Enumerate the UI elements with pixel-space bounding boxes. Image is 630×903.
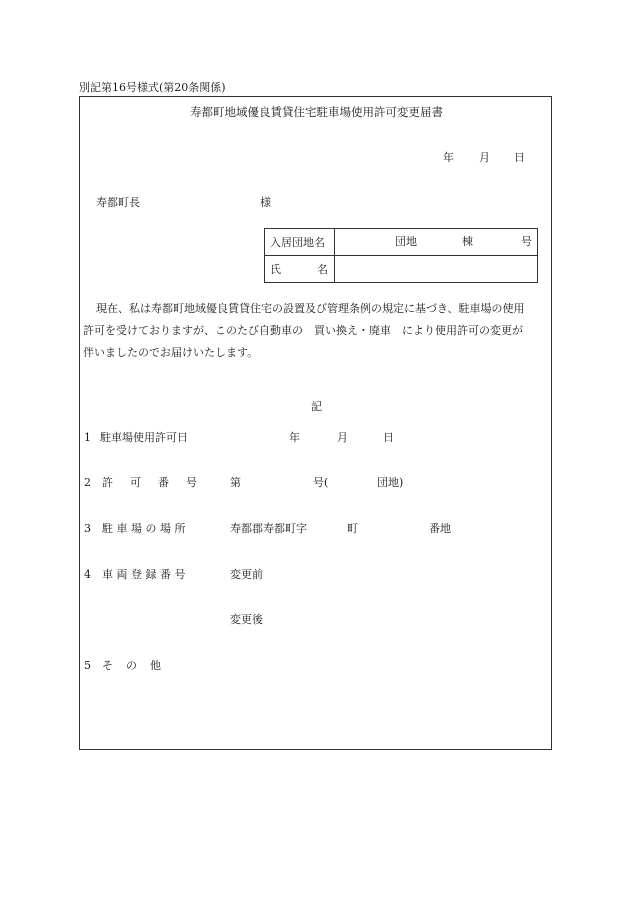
item-2-label-char-2: 可 [130, 476, 141, 489]
item-4-after: 変更後 [230, 613, 263, 626]
item-2-go: 号( [313, 476, 329, 489]
complex-value-cell[interactable] [335, 229, 538, 256]
body-line-3: 伴いましたのでお届けいたします。 [83, 346, 259, 359]
go-label: 号 [521, 235, 532, 248]
item-3-banchi: 番地 [429, 522, 451, 535]
name-value-cell[interactable] [335, 256, 538, 283]
name-label-1: 氏 [270, 263, 281, 276]
item-2-number: 2 [84, 476, 91, 489]
mune-label: 棟 [462, 235, 473, 248]
date-year: 年 [443, 151, 454, 164]
addressee-name: 寿都町長 [96, 196, 140, 209]
applicant-table [264, 228, 538, 283]
item-1-month: 月 [337, 431, 348, 444]
item-5-label-char-2: の [126, 659, 137, 672]
complex-label: 入居団地名 [270, 236, 325, 249]
item-2-label-char-3: 番 [158, 476, 169, 489]
item-5-label-char-1: そ [102, 659, 113, 672]
form-title: 寿都町地域優良賃貸住宅駐車場使用許可変更届書 [190, 105, 443, 119]
ki-heading: 記 [311, 400, 322, 413]
item-2-label-char-4: 号 [186, 476, 197, 489]
complex-label-cell [265, 229, 335, 256]
item-4-number: 4 [84, 568, 91, 581]
table-row [265, 229, 538, 256]
date-month: 月 [479, 151, 490, 164]
item-3-number: 3 [84, 522, 91, 535]
item-4-label: 車 両 登 録 番 号 [102, 568, 186, 581]
item-5-number: 5 [84, 659, 91, 672]
item-1-day: 日 [383, 431, 394, 444]
item-5-label-char-3: 他 [150, 659, 161, 672]
item-4-before: 変更前 [230, 568, 263, 581]
body-line-1: 現在、私は寿都町地域優良賃貸住宅の設置及び管理条例の規定に基づき、駐車場の使用 [96, 302, 525, 315]
item-2-dai: 第 [230, 476, 241, 489]
item-3-cho: 町 [347, 522, 358, 535]
form-id: 別記第16号様式(第20条関係) [79, 81, 226, 94]
date-day: 日 [514, 151, 525, 164]
name-label-cell [265, 256, 335, 283]
addressee-honorific: 様 [260, 196, 271, 209]
body-line-2: 許可を受けておりますが、このたび自動車の 買い換え・廃車 により使用許可の変更が [83, 324, 523, 337]
item-2-danchi: 団地) [377, 476, 404, 489]
item-1-label: 駐車場使用許可日 [100, 431, 188, 444]
item-2-label-char-1: 許 [102, 476, 113, 489]
item-3-prefix: 寿都郡寿都町字 [230, 522, 307, 535]
form-frame [79, 96, 552, 750]
danchi-label: 団地 [395, 235, 417, 248]
item-1-number: 1 [84, 431, 91, 444]
item-1-year: 年 [289, 431, 300, 444]
name-label-2: 名 [317, 263, 328, 276]
table-row [265, 256, 538, 283]
item-3-label: 駐 車 場 の 場 所 [102, 522, 186, 535]
